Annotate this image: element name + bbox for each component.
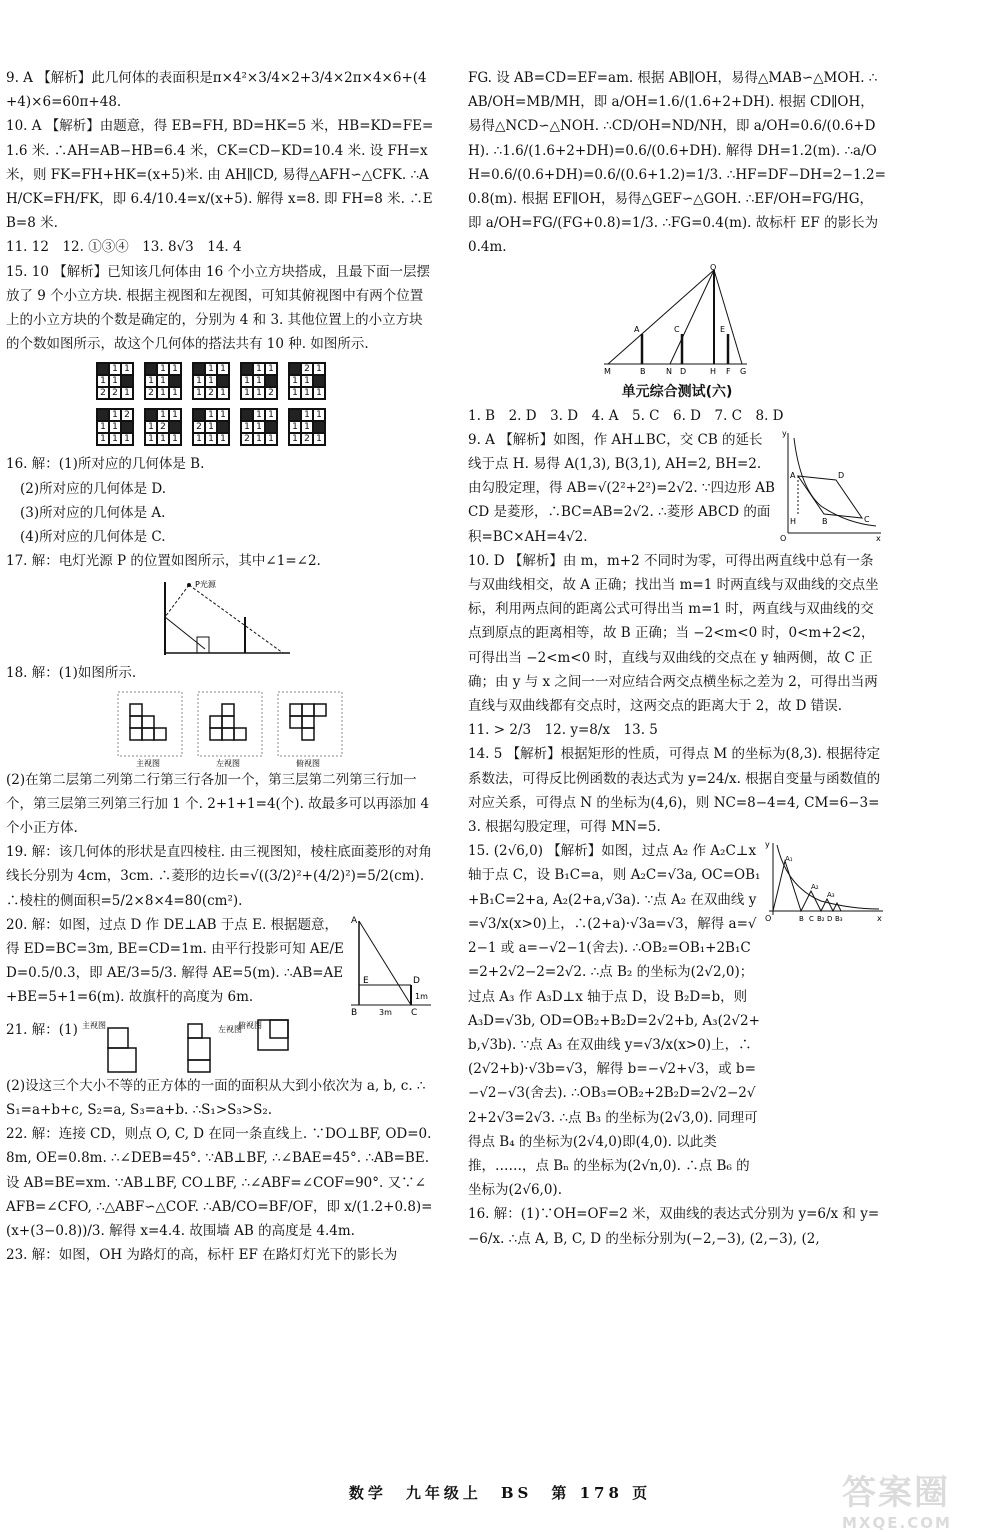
q21-top-label: 俯视图 — [237, 1020, 262, 1030]
grid-cell: 1 — [253, 387, 265, 399]
fig15-A3: A₃ — [827, 891, 835, 900]
grid-cell: 1 — [97, 433, 109, 445]
count-grid — [192, 408, 230, 446]
grid-cell: 1 — [241, 387, 253, 399]
front-view-label: 主视图 — [136, 758, 160, 768]
grid-cell: 1 — [169, 387, 181, 399]
answer-15: 15. 10 【解析】已知该几何体由 16 个小立方块搭成，且最下面一层摆放了 9 个小立方块. 根据主视图和左视图，可知其俯视图中有两个位置上的小立方块的个数是确定的，分别为 4 和 3. 其他位置上的小立方块的个数如图所示，故这个几何体的搭法共有 10 种. 如图所示. — [6, 263, 430, 353]
fig15-x: x — [877, 914, 882, 924]
answer-18-1: 18. 解：(1)如图所示. — [6, 665, 137, 682]
grid-cell: 1 — [253, 409, 265, 421]
grid-cell — [121, 375, 133, 387]
grid-cell: 1 — [145, 421, 157, 433]
answer-10: 10. A 【解析】由题意，得 EB=FH, BD=HK=5 米，HB=KD=FE=1.6 米. ∴AH=AB−HB=6.4 米，CK=CD−KD=10.4 米. 设 FH=x 米，则 FK=FH+HK=(x+5)米. 由 AH∥CD, 易得△AFH∽△CFK. ∴AH/CK=FH/FK，即 6.4/10.4=x/(x+5). 解得 x=8. 即 FH=8 米. ∴EB=8 米. — [6, 118, 434, 232]
mirror-light-figure — [145, 577, 295, 657]
front-view-18 — [116, 690, 184, 768]
answer-19: 19. 解：该几何体的形状是直四棱柱. 由三视图知，棱柱底面菱形的对角线长分别为 4cm，3cm. ∴菱形的边长=√((3/2)²+(4/2)²)=5/2(cm). ∴棱柱的侧面积=5/2×8×4=80(cm²). — [6, 844, 432, 909]
q21-front-label: 主视图 — [81, 1020, 106, 1030]
answer-20: 20. 解：如图，过点 D 作 DE⊥AB 于点 E. 根据题意，得 ED=BC=3m, BE=CD=1m. 由平行投影可知 AE/ED=0.5/0.3，即 AE/3=5/3. 解得 AE=5(m). ∴AB=AE+BE=5+1=6(m). 故旗杆的高度为 6m. — [6, 916, 344, 1006]
page-footer: 数学 九年级上 BS 第 178 页 — [348, 1484, 652, 1502]
grid-cell: 2 — [301, 363, 313, 375]
grid-cell: 1 — [97, 421, 109, 433]
fig15-A1: A₁ — [785, 855, 793, 864]
grid-cell: 1 — [241, 375, 253, 387]
grid-cell: 1 — [217, 363, 229, 375]
fig15-B3: B₃ — [835, 915, 843, 924]
grid-cell: 1 — [289, 421, 301, 433]
grid-cell: 1 — [109, 433, 121, 445]
answer-17: 17. 解：电灯光源 P 的位置如图所示，其中∠1=∠2. — [6, 553, 321, 570]
answers-11-14: 11. 12 12. ①③④ 13. 8√3 14. 4 — [6, 239, 242, 256]
q21-block — [6, 1018, 434, 1074]
light-source-label: P光源 — [195, 580, 216, 590]
grid-cell: 1 — [217, 409, 229, 421]
label-bc: 3m — [379, 1007, 392, 1017]
grid-cell: 1 — [205, 433, 217, 445]
grid-cell: 1 — [313, 409, 325, 421]
grid-cell: 1 — [301, 387, 313, 399]
left-column — [6, 66, 434, 1268]
count-grid — [144, 362, 182, 400]
fig23-G: G — [740, 366, 747, 376]
q20-block — [6, 913, 434, 1018]
answer-16-2: (2)所对应的几何体是 D. — [20, 480, 167, 497]
grid-cell: 1 — [97, 375, 109, 387]
flagpole-figure — [349, 913, 434, 1018]
grid-cell — [217, 375, 229, 387]
grid-cell: 1 — [205, 409, 217, 421]
grid-cell: 1 — [205, 421, 217, 433]
fig15-O: O — [765, 914, 772, 924]
grid-cell — [97, 409, 109, 421]
count-grid — [240, 362, 278, 400]
three-views-18 — [116, 690, 434, 768]
q21-left-label: 左视图 — [217, 1024, 242, 1034]
grid-cell: 1 — [157, 409, 169, 421]
grid-cell — [169, 421, 181, 433]
grid-cell: 1 — [145, 375, 157, 387]
grid-cell: 1 — [217, 433, 229, 445]
fig23-E: E — [720, 324, 726, 334]
fig9-D: D — [838, 470, 845, 480]
grid-cell — [97, 363, 109, 375]
answer-16-1: 16. 解：(1)所对应的几何体是 B. — [6, 456, 205, 473]
fig15-C: C — [809, 915, 814, 924]
grid-cell: 1 — [121, 387, 133, 399]
grid-cell: 1 — [289, 433, 301, 445]
grid-cell: 2 — [193, 421, 205, 433]
grid-cell: 1 — [121, 363, 133, 375]
count-grid — [96, 408, 134, 446]
fig15-B: B — [799, 915, 804, 924]
count-grid — [96, 362, 134, 400]
fig9-O: O — [780, 533, 787, 543]
grid-figures-15 — [96, 362, 336, 446]
fig23-N: N — [666, 366, 672, 376]
answer-14-r: 14. 5 【解析】根据矩形的性质，可得点 M 的坐标为(8,3). 根据待定系数法，可得反比例函数的表达式为 y=24/x. 根据自变量与函数值的对应关系，可得点 N 的坐标为(4,6)，则 NC=8−4=4, CM=6−3=3. 根据勾股定理，可得 MN=5. — [468, 746, 881, 836]
grid-cell: 1 — [253, 433, 265, 445]
fig23-H: H — [710, 366, 717, 376]
grid-cell — [217, 421, 229, 433]
grid-cell: 1 — [265, 433, 277, 445]
watermark-logo — [842, 1465, 972, 1532]
answer-10-r: 10. D 【解析】由 m，m+2 不同时为零，可得出两直线中总有一条与双曲线相交，故 A 正确；找出当 m=1 时两直线与双曲线的交点坐标，利用两点间的距离公式可得出当 m=1 时，两直线与双曲线的交点到原点的距离相等，故 B 正确；当 −2<m<0 时，0<m+2<2，可得出当 −2<m<0 时，直线与双曲线的交点在 y 轴两侧，故 C 正确；由 y 与 x 之间一一对应结合两交点横坐标之差为 2，可得出当两直线与双曲线都有交点时，这两交点的距离大于 2，故 D 错误. — [468, 552, 879, 715]
section-title: 单元综合测试(六) — [621, 383, 733, 400]
grid-cell: 2 — [241, 433, 253, 445]
fig15-D: D — [827, 915, 833, 924]
answer-9: 9. A 【解析】此几何体的表面积是π×4²×3/4×2+3/4×2π×4×6+(4+4)×6=60π+48. — [6, 70, 427, 111]
label-E: E — [363, 975, 369, 986]
fig23-B: B — [640, 366, 646, 376]
answer-23-start: 23. 解：如图，OH 为路灯的高，标杆 EF 在路灯灯光下的影长为 — [6, 1247, 398, 1264]
left-view-18 — [196, 690, 264, 768]
street-light-figure — [602, 264, 752, 376]
grid-cell: 1 — [313, 433, 325, 445]
grid-cell: 1 — [253, 375, 265, 387]
grid-cell: 1 — [109, 363, 121, 375]
count-grid — [192, 362, 230, 400]
grid-cell: 1 — [301, 375, 313, 387]
right-column — [468, 66, 886, 1251]
grid-cell: 1 — [157, 387, 169, 399]
top-view-label: 俯视图 — [296, 758, 320, 768]
grid-cell: 1 — [301, 409, 313, 421]
grid-cell: 1 — [157, 363, 169, 375]
grid-cell: 1 — [157, 375, 169, 387]
grid-cell — [289, 363, 301, 375]
grid-cell — [121, 421, 133, 433]
grid-cell: 1 — [121, 433, 133, 445]
answer-23-cont: FG. 设 AB=CD=EF=am. 根据 AB∥OH，易得△MAB∽△MOH. ∴AB/OH=MB/MH，即 a/OH=1.6/(1.6+2+DH). 根据 CD∥OH，易得△NCD∽△NOH. ∴CD/OH=ND/NH，即 a/OH=0.6/(0.6+DH). ∴1.6/(1.6+2+DH)=0.6/(0.6+DH). 解得 DH=1.2(m). ∴a/OH=0.6/(0.6+DH)=0.6/(0.6+1.2)=1/3. ∴HF=DF−DH=2−1.2=0.8(m). 根据 EF∥OH，易得△GEF∽△GOH. ∴EF/OH=FG/HG，即 a/OH=FG/(FG+0.8)=1/3. ∴FG=0.4(m). 故标杆 EF 的影长为 0.4m. — [468, 70, 886, 256]
fig23-C: C — [674, 324, 680, 334]
fig9-A: A — [790, 470, 796, 480]
fig15-y: y — [765, 840, 770, 850]
grid-cell — [145, 409, 157, 421]
fig9-H: H — [790, 516, 797, 526]
triangles-figure — [761, 839, 886, 924]
grid-cell — [169, 375, 181, 387]
answer-9-r: 9. A 【解析】如图，作 AH⊥BC，交 CB 的延长线于点 H. 易得 A(1,3), B(3,1), AH=2, BH=2. 由勾股定理，得 AB=√(2²+2²)=2√2. ∵四边形 ABCD 是菱形，∴BC=AB=2√2. ∴菱形 ABCD 的面积=BC×AH=4√2. — [468, 431, 775, 545]
grid-cell: 1 — [169, 363, 181, 375]
grid-cell — [289, 409, 301, 421]
grid-cell: 2 — [97, 387, 109, 399]
grid-cell: 1 — [313, 363, 325, 375]
answer-21-1: 21. 解：(1) — [6, 1021, 78, 1038]
grid-cell: 1 — [289, 387, 301, 399]
grid-cell — [265, 375, 277, 387]
answer-15-r: 15. (2√6,0) 【解析】如图，过点 A₂ 作 A₂C⊥x 轴于点 C，设 B₁C=a，则 A₂C=√3a, OC=OB₁+B₁C=2+a, A₂(2+a,√3a). ∵点 A₂ 在双曲线 y=√3/x(x>0)上，∴(2+a)·√3a=√3，解得 a=√2−1 或 a=−√2−1(舍去). ∴OB₂=OB₁+2B₁C=2+2√2−2=2√2. ∴点 B₂ 的坐标为(2√2,0)；过点 A₃ 作 A₃D⊥x 轴于点 D，设 B₂D=b，则 A₃D=√3b, OD=OB₂+B₂D=2√2+b, A₃(2√2+b,√3b). ∵点 A₃ 在双曲线 y=√3/x(x>0)上，∴(2√2+b)·√3b=√3，解得 b=−√2+√3，或 b=−√2−√3(舍去). ∴OB₃=OB₂+2B₂D=2√2−2√2+2√3=2√3. ∴点 B₃ 的坐标为(2√3,0). 同理可得点 B₄ 的坐标为(2√4,0)即(4,0). 以此类推，……，点 Bₙ 的坐标为(2√n,0). ∴点 B₆ 的坐标为(2√6,0). — [468, 843, 761, 1199]
grid-cell — [193, 363, 205, 375]
answer-21-2: (2)设这三个大小不等的正方体的一面的面积从大到小依次为 a, b, c. ∴S₁=a+b+c, S₂=a, S₃=a+b. ∴S₁>S₃>S₂. — [6, 1077, 426, 1119]
fig23-A: A — [634, 324, 640, 334]
fig15-A2: A₂ — [811, 883, 819, 892]
grid-cell: 1 — [157, 433, 169, 445]
fig9-C: C — [864, 514, 870, 524]
watermark-line2: MXQE.COM — [842, 1514, 952, 1532]
count-grid — [144, 408, 182, 446]
grid-cell: 1 — [145, 433, 157, 445]
grid-cell: 1 — [253, 421, 265, 433]
grid-cell: 1 — [241, 421, 253, 433]
grid-cell: 2 — [301, 433, 313, 445]
answers-11-13: 11. > 2/3 12. y=8/x 13. 5 — [468, 722, 658, 739]
grid-cell: 1 — [253, 363, 265, 375]
fig9-x: x — [876, 533, 881, 543]
fig23-D: D — [680, 366, 687, 376]
answer-16-3: (3)所对应的几何体是 A. — [20, 504, 166, 521]
count-grid — [288, 362, 326, 400]
grid-cell: 2 — [157, 421, 169, 433]
grid-cell: 1 — [193, 387, 205, 399]
grid-cell: 1 — [205, 375, 217, 387]
grid-cell: 1 — [313, 387, 325, 399]
label-D: D — [413, 975, 420, 986]
label-B: B — [351, 1007, 358, 1018]
three-views-21 — [78, 1018, 318, 1074]
grid-cell: 2 — [109, 387, 121, 399]
grid-cell: 1 — [205, 363, 217, 375]
grid-cell: 1 — [109, 375, 121, 387]
fig15-B2: B₂ — [817, 915, 825, 924]
answer-22: 22. 解：连接 CD，则点 O, C, D 在同一条直线上. ∵DO⊥BF, OD=0.8m, OE=0.8m. ∴∠DEB=45°. ∵AB⊥BF, ∴∠BAE=45°. ∴AB=BE. 设 AB=BE=xm. ∵AB⊥BF, CO⊥BF, ∴∠ABF=∠COF=90°. 又∵∠AFB=∠CFO, ∴△ABF∽△COF. ∴AB/CO=BF/OF，即 x/(1.2+0.8)=(x+(3−0.8))/3. 解得 x=4.4. 故围墙 AB 的高度是 4.4m. — [6, 1126, 433, 1240]
left-view-label: 左视图 — [216, 758, 240, 768]
top-view-18 — [276, 690, 344, 768]
grid-cell — [241, 363, 253, 375]
grid-cell — [145, 363, 157, 375]
count-grid — [240, 408, 278, 446]
watermark-line1: 答案圈 — [842, 1473, 950, 1513]
grid-cell: 1 — [169, 409, 181, 421]
q15-block — [468, 839, 886, 1202]
grid-cell: 2 — [205, 387, 217, 399]
fig9-B: B — [822, 516, 828, 526]
answers-1-8: 1. B 2. D 3. D 4. A 5. C 6. D 7. C 8. D — [468, 407, 784, 424]
answer-16-4: (4)所对应的几何体是 C. — [20, 529, 166, 546]
grid-cell — [313, 421, 325, 433]
q9-block — [468, 428, 886, 549]
answer-16-r: 16. 解：(1)∵OH=OF=2 米，双曲线的表达式分别为 y=6/x 和 y=−6/x. ∴点 A, B, C, D 的坐标分别为(−2,−3), (2,−3), (2, — [468, 1206, 880, 1247]
grid-cell — [241, 409, 253, 421]
label-cd: 1m — [415, 991, 428, 1001]
label-C: C — [411, 1007, 418, 1018]
grid-cell: 2 — [121, 409, 133, 421]
grid-cell: 1 — [109, 409, 121, 421]
grid-cell: 1 — [193, 375, 205, 387]
grid-cell — [313, 375, 325, 387]
grid-cell — [193, 409, 205, 421]
grid-cell: 1 — [169, 433, 181, 445]
grid-cell: 1 — [265, 409, 277, 421]
grid-cell: 2 — [145, 387, 157, 399]
label-A: A — [351, 915, 358, 926]
rhombus-figure — [776, 428, 886, 543]
fig23-M: M — [604, 366, 611, 376]
grid-cell: 1 — [301, 421, 313, 433]
grid-cell: 1 — [217, 387, 229, 399]
count-grid — [288, 408, 326, 446]
grid-cell: 1 — [265, 363, 277, 375]
grid-cell: 1 — [193, 433, 205, 445]
grid-cell: 1 — [109, 421, 121, 433]
grid-cell: 2 — [265, 387, 277, 399]
answer-18-2: (2)在第二层第二列第二行第三行各加一个，第三层第二列第三行加一个，第三层第三列第三行加 1 个. 2+1+1=4(个). 故最多可以再添加 4 个小正方体. — [6, 771, 430, 837]
fig23-F: F — [726, 366, 731, 376]
grid-cell — [265, 421, 277, 433]
fig23-O: O — [710, 263, 717, 272]
fig9-y: y — [782, 428, 787, 438]
grid-cell: 1 — [289, 375, 301, 387]
